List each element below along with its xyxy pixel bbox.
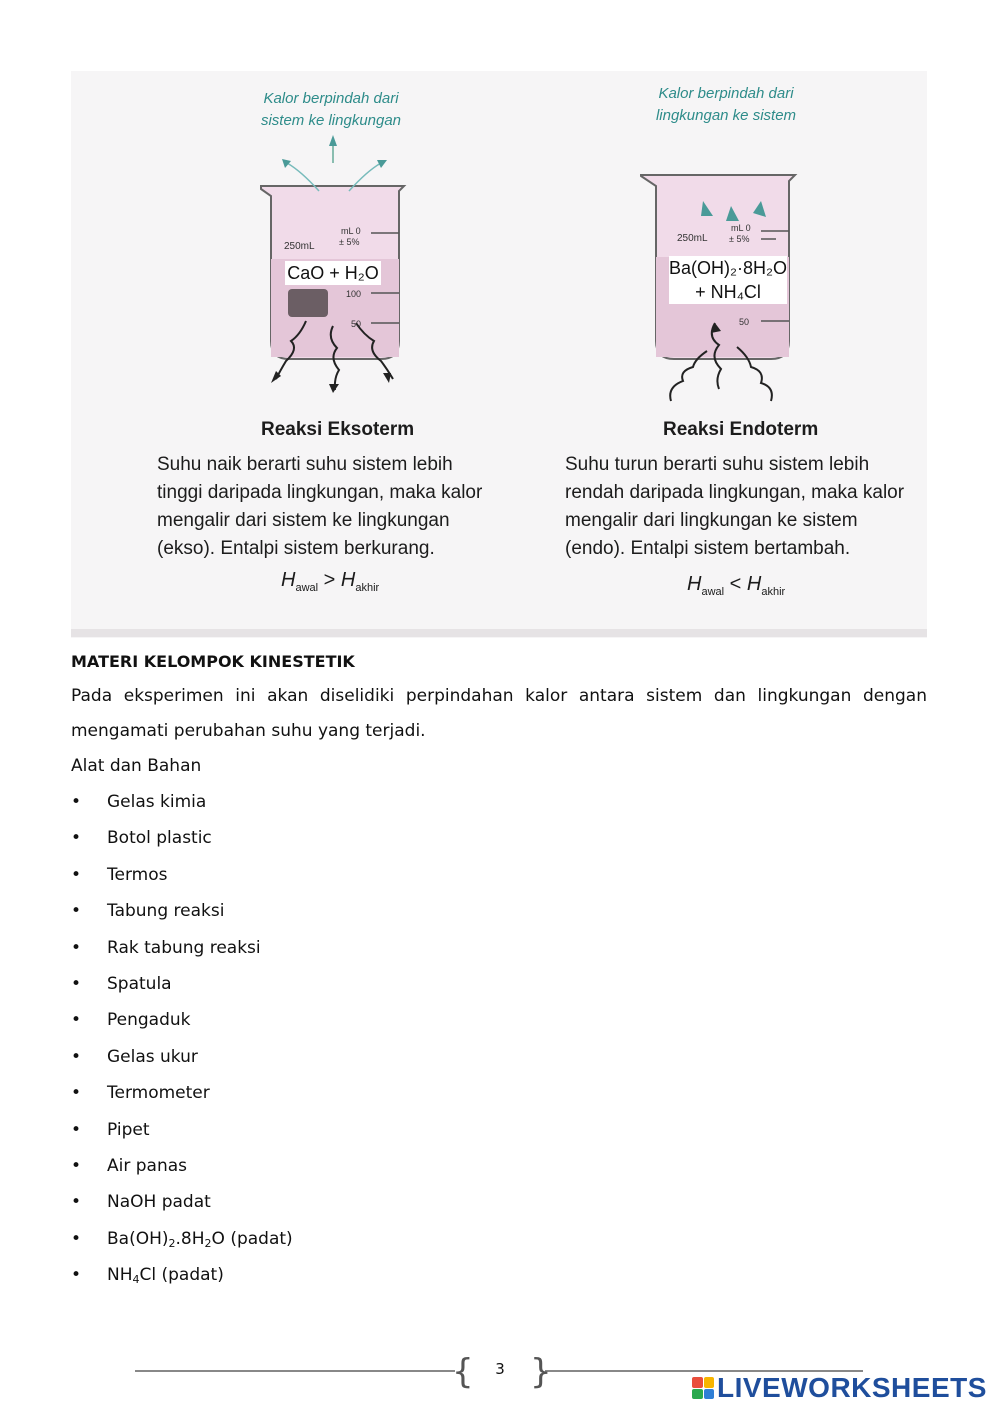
liveworksheets-logo-icon: [692, 1377, 714, 1399]
bullet-icon: •: [71, 937, 82, 958]
main-content: [71, 645, 927, 1293]
bullet-icon: •: [71, 1228, 82, 1249]
list-item-label: Botol plastic: [107, 828, 212, 849]
left-caption-line: Kalor berpindah dari: [263, 90, 399, 107]
list-item: [71, 820, 927, 856]
left-brace-icon: {: [452, 1352, 474, 1392]
left-scale-label: ± 5%: [339, 237, 360, 247]
right-description-line: rendah daripada lingkungan, maka kalor: [565, 482, 905, 503]
list-item-label: Termos: [107, 864, 168, 885]
reaction-figure: [71, 71, 927, 638]
right-caption-line: lingkungan ke sistem: [655, 107, 797, 124]
list-item-label: Rak tabung reaksi: [107, 937, 261, 958]
left-description-line: Suhu naik berarti suhu sistem lebih: [157, 454, 453, 475]
formula-part: NH: [107, 1265, 133, 1286]
bullet-icon: •: [71, 1265, 82, 1286]
list-item: [71, 1221, 927, 1257]
right-volume-label: 250mL: [677, 233, 708, 244]
list-item: [71, 784, 927, 820]
right-heat-caption: [626, 83, 826, 127]
intro-paragraph-line2: mengamati perubahan suhu yang terjadi.: [71, 721, 426, 741]
list-item-label: Gelas ukur: [107, 1046, 198, 1067]
bullet-icon: •: [71, 973, 82, 994]
left-scale-100: 100: [346, 289, 362, 299]
right-description-line: Suhu turun berarti suhu sistem lebih: [565, 454, 870, 475]
bullet-icon: •: [71, 828, 82, 849]
right-scale-label: ± 5%: [729, 234, 750, 244]
formula-sub: akhir: [355, 582, 380, 594]
left-heat-caption: [231, 88, 431, 132]
formula-sub: awal: [701, 586, 725, 598]
formula-sub: awal: [295, 582, 319, 594]
formula-subscript: 2: [204, 1236, 212, 1250]
brand-name: LIVEWORKSHEETS: [717, 1372, 987, 1403]
page-number: 3: [495, 1360, 505, 1378]
left-caption-line: sistem ke lingkungan: [260, 112, 402, 129]
right-scale-50: 50: [739, 317, 750, 327]
formula-part: Ba(OH): [107, 1228, 169, 1249]
right-reagent-line: + NH₄Cl: [695, 282, 761, 302]
list-item: [71, 1002, 927, 1038]
list-item: [71, 1039, 927, 1075]
right-reagent-line: Ba(OH)₂·8H₂O: [669, 258, 787, 278]
bullet-icon: •: [71, 864, 82, 885]
list-item: [71, 966, 927, 1002]
formula-h: H: [340, 569, 356, 591]
list-item-label: [107, 1265, 224, 1285]
right-brace-icon: }: [530, 1352, 552, 1392]
materials-list: [71, 784, 927, 1293]
list-item-label: Termometer: [107, 1083, 210, 1104]
list-item-label: Air panas: [107, 1155, 188, 1176]
materials-subheading: Alat dan Bahan: [71, 756, 202, 776]
right-ml-label: mL 0: [731, 223, 751, 233]
list-item: [71, 857, 927, 893]
right-caption-line: Kalor berpindah dari: [658, 85, 794, 102]
footer-rule-left: [135, 1370, 455, 1372]
list-item-label: Tabung reaksi: [107, 901, 225, 922]
bullet-icon: •: [71, 1046, 82, 1067]
formula-subscript: 2: [168, 1236, 176, 1250]
list-item: [71, 930, 927, 966]
formula-subscript: 4: [132, 1273, 140, 1287]
formula-h: H: [746, 573, 762, 595]
formula-operator: <: [724, 573, 747, 595]
list-item: [71, 1184, 927, 1220]
right-description-line: (endo). Entalpi sistem bertambah.: [565, 538, 851, 559]
left-description-line: tinggi daripada lingkungan, maka kalor: [157, 482, 483, 503]
left-ml-label: mL 0: [341, 226, 361, 236]
bullet-icon: •: [71, 792, 82, 812]
formula-operator: >: [318, 569, 341, 591]
list-item-label: [107, 1229, 293, 1249]
right-formula: [687, 573, 785, 598]
left-volume-label: 250mL: [284, 241, 315, 252]
bullet-icon: •: [71, 1083, 82, 1104]
section-heading: MATERI KELOMPOK KINESTETIK: [71, 652, 355, 671]
left-title: Reaksi Eksoterm: [261, 419, 415, 440]
left-description-line: (ekso). Entalpi sistem berkurang.: [157, 538, 435, 559]
list-item-label: Pipet: [107, 1119, 150, 1140]
bullet-icon: •: [71, 901, 82, 922]
left-reagent-label: CaO + H₂O: [285, 261, 381, 285]
bullet-icon: •: [71, 1155, 82, 1176]
list-item: [71, 1257, 927, 1293]
list-item-label: Pengaduk: [107, 1010, 191, 1031]
right-description: [565, 451, 925, 563]
list-item: [71, 1075, 927, 1111]
right-description-line: mengalir dari lingkungan ke sistem: [565, 510, 858, 531]
bullet-icon: •: [71, 1010, 82, 1031]
list-item: [71, 893, 927, 929]
intro-paragraph-line1: Pada eksperimen ini akan diselidiki perpindahan kalor antara sistem dan lingkungan dengan: [71, 686, 927, 706]
bullet-icon: •: [71, 1192, 82, 1213]
left-description-line: mengalir dari sistem ke lingkungan: [157, 510, 450, 531]
list-item-label: Spatula: [107, 973, 172, 994]
left-scale-50: 50: [351, 319, 362, 329]
formula-part: Cl (padat): [139, 1265, 224, 1286]
right-title: Reaksi Endoterm: [663, 419, 819, 440]
list-item: [71, 1112, 927, 1148]
formula-part: O (padat): [211, 1228, 293, 1249]
list-item-label: Gelas kimia: [107, 792, 207, 812]
right-reagent-label: [669, 256, 787, 304]
formula-h: H: [687, 573, 702, 595]
left-solid: [288, 289, 328, 317]
bullet-icon: •: [71, 1119, 82, 1140]
left-description: [157, 451, 517, 563]
formula-sub: akhir: [761, 586, 786, 598]
list-item: [71, 1148, 927, 1184]
left-formula: [281, 569, 379, 594]
formula-part: .8H: [175, 1228, 205, 1249]
liveworksheets-brand[interactable]: [692, 1372, 987, 1404]
list-item-label: NaOH padat: [107, 1192, 211, 1213]
formula-h: H: [281, 569, 296, 591]
